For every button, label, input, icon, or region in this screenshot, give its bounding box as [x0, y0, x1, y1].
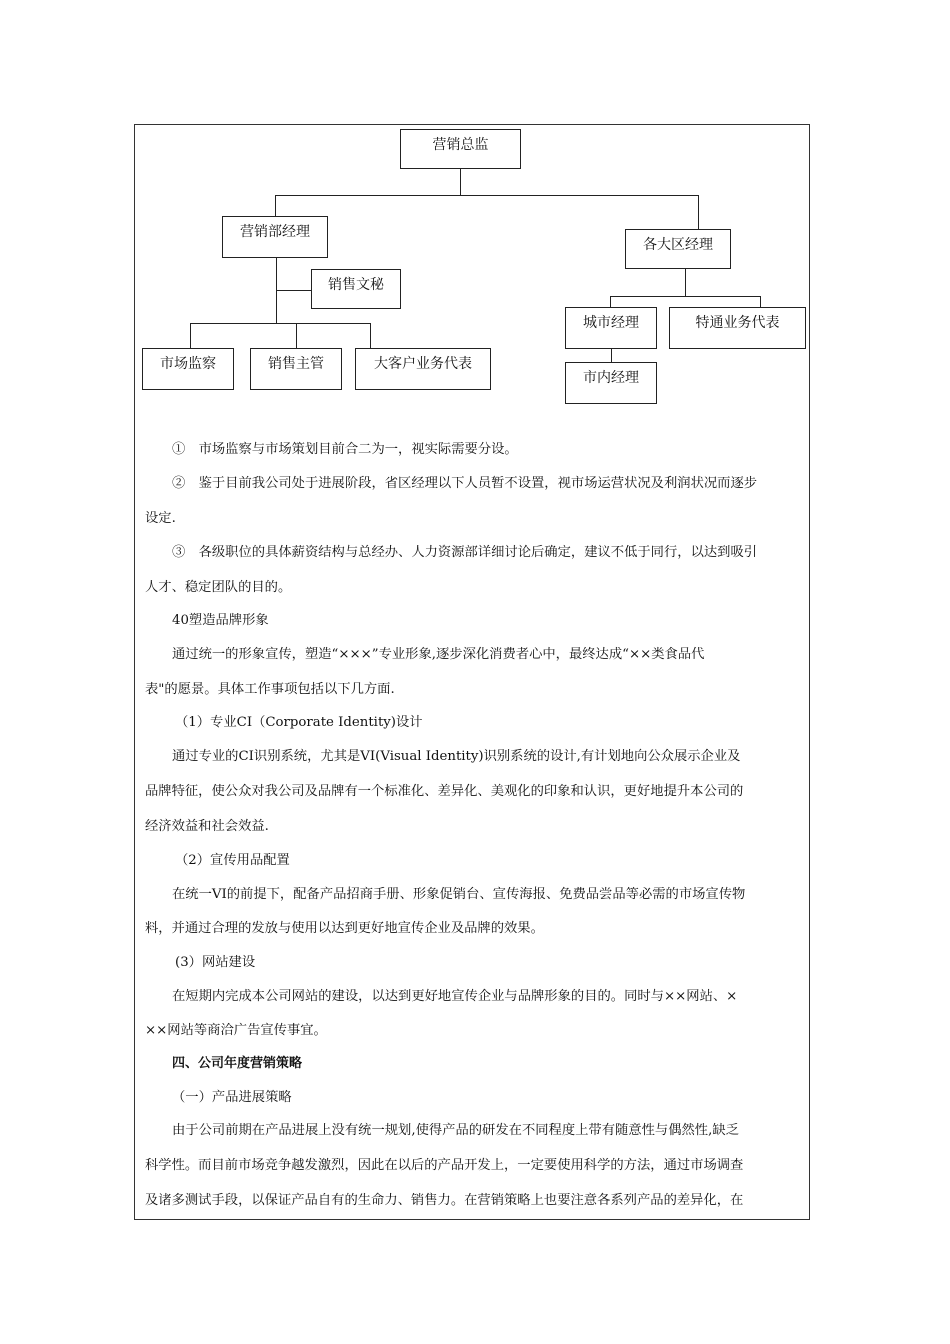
box-market-supervisor — [142, 348, 234, 390]
box-sales-supervisor-label: 销售主管 — [268, 356, 324, 372]
note-3: ③ 各级职位的具体薪资结构与总经办、人力资源部详细讨论后确定，建议不低于同行，以达到吸引 — [172, 545, 758, 560]
strategy-paragraph-line: 由于公司前期在产品进展上没有统一规划,使得产品的研发在不同程度上带有随意性与偶然性,缺乏 — [172, 1123, 739, 1138]
connector — [276, 290, 312, 291]
ci-paragraph-line: 品牌特征，使公众对我公司及品牌有一个标准化、差异化、美观化的印象和认识，更好地提升本公司的 — [145, 784, 744, 799]
strategy-subheading: （一）产品进展策略 — [172, 1090, 292, 1105]
promo-paragraph-line: 在统一VI的前提下，配备产品招商手册、形象促销台、宣传海报、免费品尝品等必需的市场宣传物 — [172, 887, 746, 902]
note-1: ① 市场监察与市场策划目前合二为一，视实际需要分设。 — [172, 442, 518, 457]
box-special-channel-rep — [669, 307, 806, 349]
note-2: ② 鉴于目前我公司处于进展阶段，省区经理以下人员暂不设置，视市场运营状况及利润状况而逐步 — [172, 476, 758, 491]
strategy-paragraph-line: 及诸多测试手段，以保证产品自有的生命力、销售力。在营销策略上也要注意各系列产品的差异化，在 — [145, 1193, 744, 1208]
box-key-account-rep-label: 大客户业务代表 — [374, 356, 472, 372]
box-regional-manager — [625, 229, 731, 269]
brand-paragraph-line: 表"的愿景。具体工作事项包括以下几方面. — [145, 682, 395, 697]
connector — [370, 323, 371, 349]
box-city-manager-label: 城市经理 — [583, 315, 639, 331]
note-2-cont: 设定. — [145, 511, 176, 526]
box-market-supervisor-label: 市场监察 — [160, 356, 216, 372]
connector — [460, 169, 461, 195]
connector — [296, 323, 297, 349]
ci-paragraph-line: 经济效益和社会效益. — [145, 819, 269, 834]
promo-heading: （2）宣传用品配置 — [175, 853, 290, 868]
box-special-channel-rep-label: 特通业务代表 — [695, 315, 780, 331]
web-paragraph-line: 在短期内完成本公司网站的建设，以达到更好地宣传企业与品牌形象的目的。同时与××网站、× — [172, 989, 738, 1004]
box-regional-manager-label: 各大区经理 — [643, 237, 713, 253]
box-sales-secretary — [311, 269, 401, 309]
strategy-paragraph-line: 科学性。而目前市场竞争越发激烈，因此在以后的产品开发上，一定要使用科学的方法，通过市场调查 — [145, 1158, 744, 1173]
box-key-account-rep — [355, 348, 491, 390]
box-sales-secretary-label: 销售文秘 — [328, 277, 384, 293]
promo-paragraph-line: 料，并通过合理的发放与使用以达到更好地宣传企业及品牌的效果。 — [145, 921, 544, 936]
connector — [190, 323, 371, 324]
brand-paragraph-line: 通过统一的形象宣传，塑造“×××”专业形象,逐步深化消费者心中，最终达成“××类食品代 — [172, 647, 705, 662]
connector — [685, 269, 686, 296]
connector — [611, 349, 612, 363]
web-heading: (3）网站建设 — [175, 955, 256, 970]
box-director-label: 营销总监 — [432, 137, 489, 153]
box-director — [400, 129, 521, 169]
box-sales-supervisor — [250, 348, 342, 390]
org-chart — [0, 0, 950, 420]
box-intracity-manager-label: 市内经理 — [583, 370, 639, 386]
box-marketing-manager — [222, 216, 328, 258]
web-paragraph-line: ××网站等商洽广告宣传事宜。 — [145, 1023, 327, 1038]
ci-paragraph-line: 通过专业的CI识别系统，尤其是VI(Visual Identity)识别系统的设计,有计划地向公众展示企业及 — [172, 749, 741, 764]
connector — [610, 296, 760, 297]
box-marketing-manager-label: 营销部经理 — [240, 224, 310, 240]
connector — [190, 323, 191, 349]
connector — [275, 195, 276, 216]
box-intracity-manager — [565, 362, 657, 404]
connector — [698, 195, 699, 229]
connector — [275, 195, 698, 196]
ci-heading: （1）专业CI（Corporate Identity)设计 — [175, 715, 423, 730]
brand-heading: 40塑造品牌形象 — [172, 613, 269, 628]
strategy-heading: 四、公司年度营销策略 — [172, 1056, 303, 1071]
box-city-manager — [565, 307, 657, 349]
note-3-cont: 人才、稳定团队的目的。 — [145, 580, 292, 595]
